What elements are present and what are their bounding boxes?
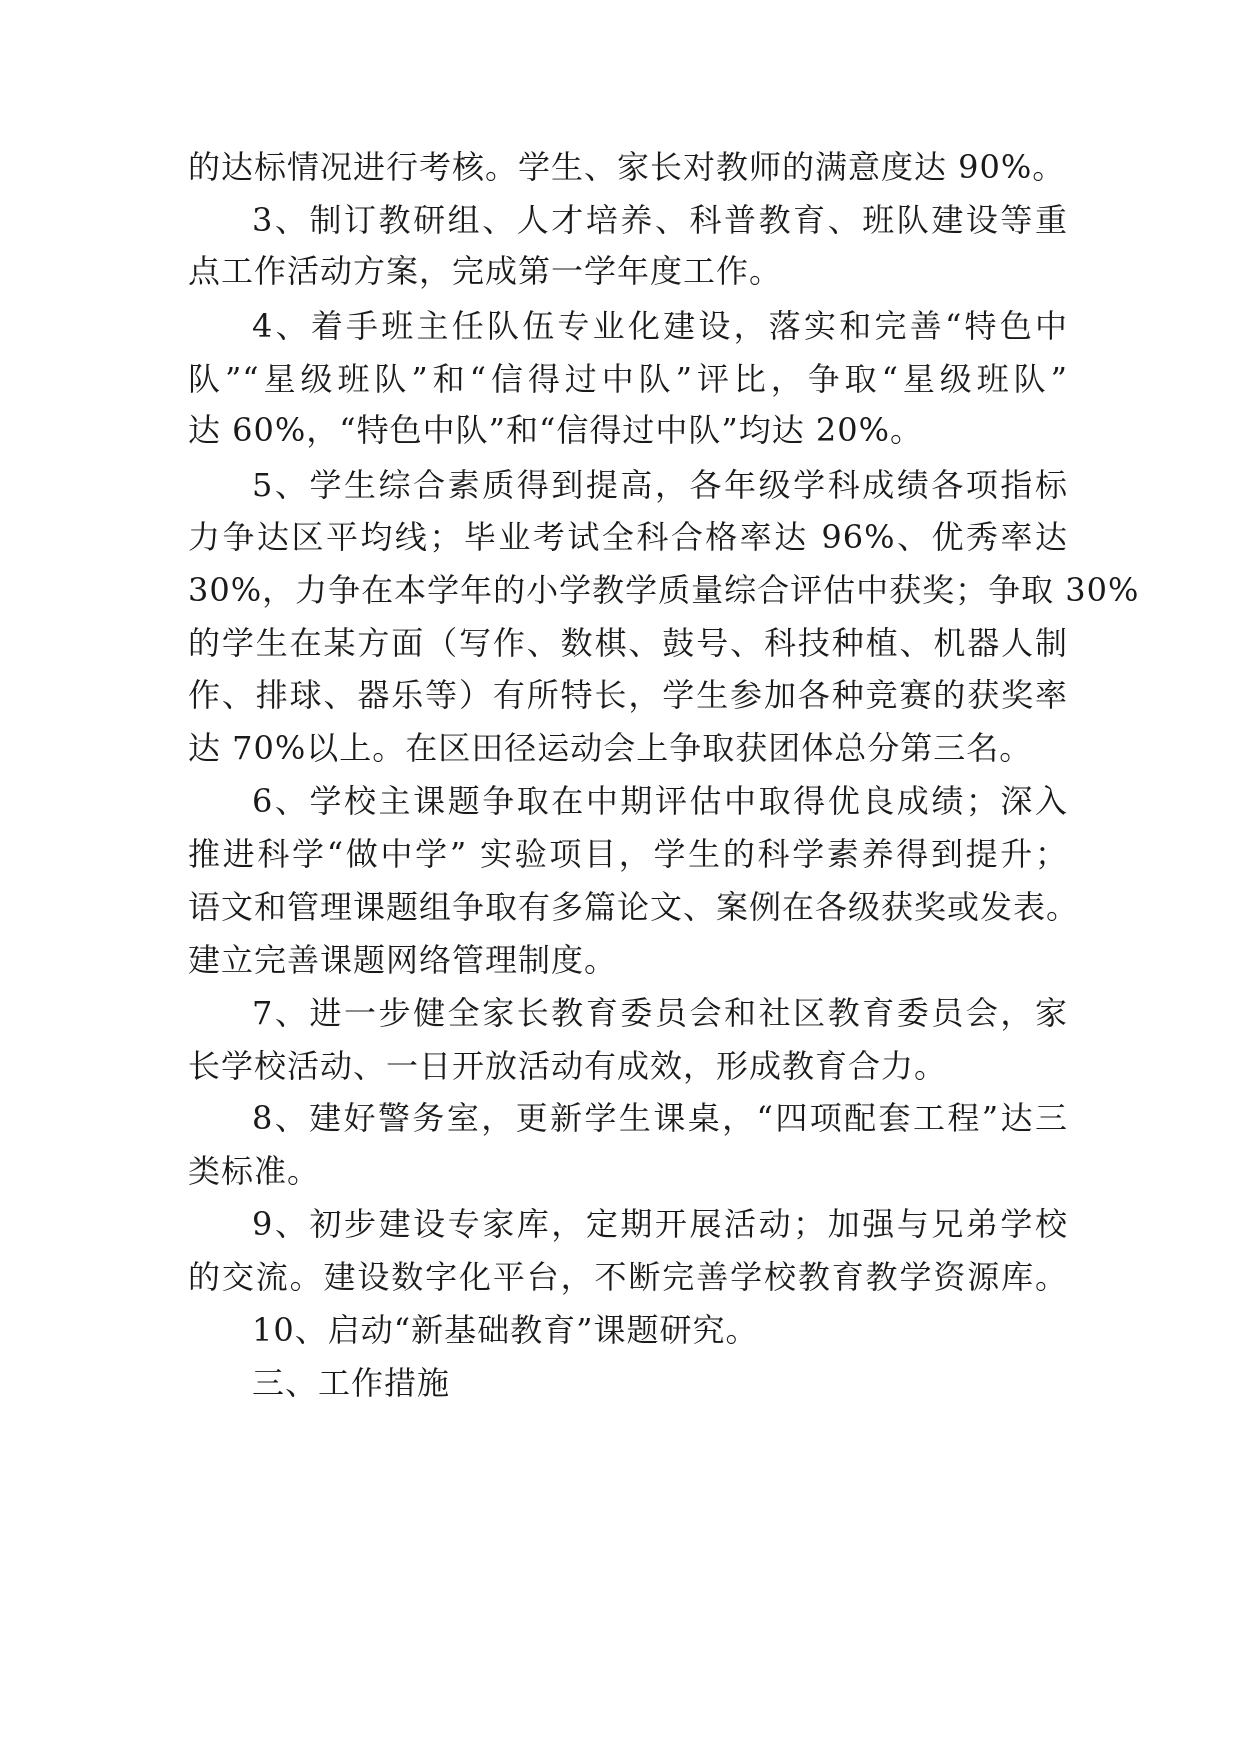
text-line: 语文和管理课题组争取有多篇论文、案例在各级获奖或发表。 [188, 888, 1080, 926]
text-line: 6、学校主课题争取在中期评估中取得优良成绩；深入 [252, 782, 1068, 820]
text-line: 推进科学“做中学” 实验项目，学生的科学素养得到提升； [188, 835, 1068, 873]
text-line: 点工作活动方案，完成第一学年度工作。 [188, 252, 783, 290]
text-line: 4、着手班主任队伍专业化建设，落实和完善“特色中 [252, 307, 1068, 345]
text-line: 力争达区平均线；毕业考试全科合格率达 96%、优秀率达 [188, 518, 1068, 556]
text-line: 队”“星级班队”和“信得过中队”评比，争取“星级班队” [188, 360, 1068, 398]
text-line: 的达标情况进行考核。学生、家长对教师的满意度达 90%。 [188, 148, 1066, 186]
text-line: 的学生在某方面（写作、数棋、鼓号、科技种植、机器人制 [188, 624, 1068, 662]
text-line: 8、建好警务室，更新学生课桌，“四项配套工程”达三 [252, 1099, 1068, 1137]
text-line: 长学校活动、一日开放活动有成效，形成教育合力。 [188, 1047, 948, 1085]
text-line: 达 70%以上。在区田径运动会上争取获团体总分第三名。 [188, 729, 1033, 767]
section-heading: 三、工作措施 [252, 1364, 451, 1402]
text-line: 5、学生综合素质得到提高，各年级学科成绩各项指标 [252, 466, 1068, 504]
text-line: 30%，力争在本学年的小学教学质量综合评估中获奖；争取 30% [188, 571, 1140, 609]
text-line: 3、制订教研组、人才培养、科普教育、班队建设等重 [252, 201, 1068, 239]
text-line: 达 60%，“特色中队”和“信得过中队”均达 20%。 [188, 411, 924, 449]
text-line: 类标准。 [188, 1152, 321, 1190]
text-line: 建立完善课题网络管理制度。 [188, 941, 618, 979]
text-line: 9、初步建设专家库，定期开展活动；加强与兄弟学校 [252, 1205, 1068, 1243]
text-line: 的交流。建设数字化平台，不断完善学校教育教学资源库。 [188, 1258, 1068, 1296]
text-line: 7、进一步健全家长教育委员会和社区教育委员会，家 [252, 994, 1068, 1032]
text-line: 作、排球、器乐等）有所特长，学生参加各种竞赛的获奖率 [188, 676, 1068, 714]
text-line: 10、启动“新基础教育”课题研究。 [252, 1311, 759, 1349]
